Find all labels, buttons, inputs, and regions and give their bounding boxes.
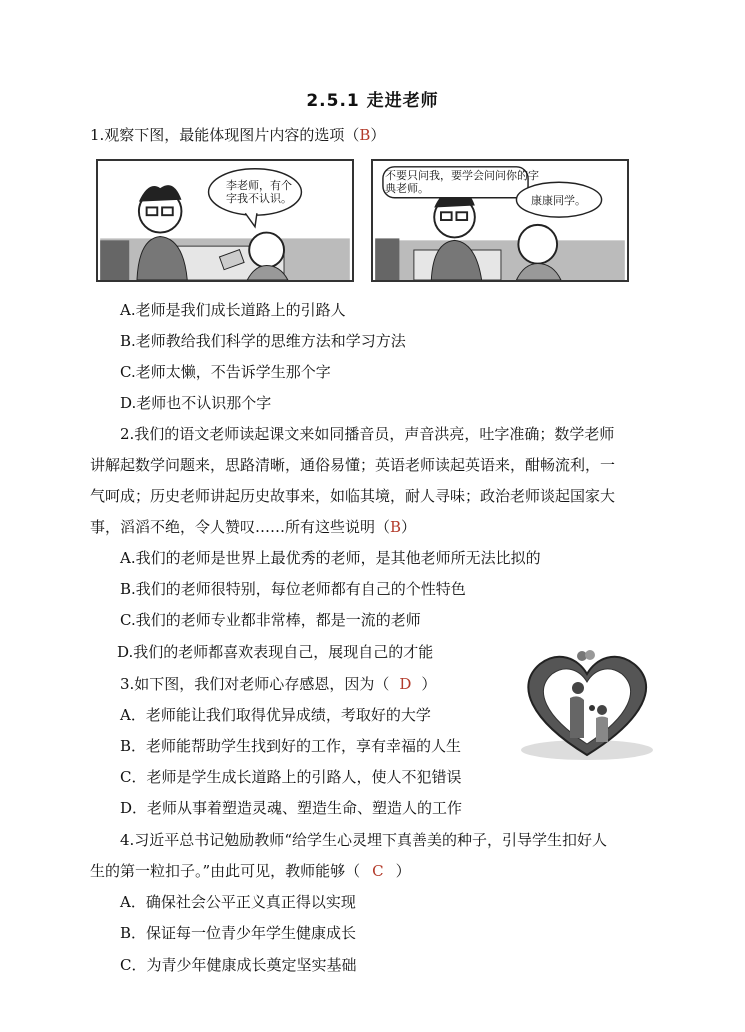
q1-option-c: C.老师太懒，不告诉学生那个字 bbox=[120, 363, 331, 381]
q4-line-2: 生的第一粒扣子。”由此可见，教师能够（ C ） bbox=[90, 862, 411, 880]
q2-option-b: B.我们的老师很特别，每位老师都有自己的个性特色 bbox=[120, 580, 466, 598]
q3-answer: D bbox=[399, 675, 412, 693]
q3-option-c: C．老师是学生成长道路上的引路人，使人不犯错误 bbox=[120, 768, 462, 786]
comic-right-bubble-name: 康康同学。 bbox=[531, 194, 586, 207]
q1-option-d: D.老师也不认识那个字 bbox=[120, 394, 272, 412]
q4-option-b: B．保证每一位青少年学生健康成长 bbox=[120, 924, 357, 942]
q1-option-a: A.老师是我们成长道路上的引路人 bbox=[120, 301, 346, 319]
q4-option-c: C．为青少年健康成长奠定坚实基础 bbox=[120, 956, 357, 974]
q3-option-b: B．老师能帮助学生找到好的工作，享有幸福的人生 bbox=[120, 737, 462, 755]
q1-stem: 1.观察下图，最能体现图片内容的选项（B） bbox=[90, 126, 386, 144]
page-title: 2.5.1 走进老师 bbox=[306, 91, 439, 111]
teacher-student-comic-left bbox=[98, 161, 352, 280]
q1-answer: B bbox=[359, 126, 371, 144]
q3-stem: 3.如下图，我们对老师心存感恩，因为（ D ） bbox=[120, 675, 437, 693]
q2-option-a: A.我们的老师是世界上最优秀的老师，是其他老师所无法比拟的 bbox=[120, 549, 541, 567]
heart-teacher-student-illustration bbox=[520, 650, 655, 760]
q2-option-d: D.我们的老师都喜欢表现自己，展现自己的才能 bbox=[117, 643, 434, 661]
q2-line-4: 事，滔滔不绝，令人赞叹……所有这些说明（B） bbox=[90, 518, 417, 536]
comic-panel-left bbox=[96, 159, 354, 282]
q2-line-2: 讲解起数学问题来，思路清晰，通俗易懂；英语老师读起英语来，酣畅流利，一 bbox=[90, 456, 616, 474]
q2-line-1: 2.我们的语文老师读起课文来如同播音员，声音洪亮，吐字准确；数学老师 bbox=[120, 425, 615, 443]
q2-option-c: C.我们的老师专业都非常棒，都是一流的老师 bbox=[120, 611, 421, 629]
q1-option-b: B.老师教给我们科学的思维方法和学习方法 bbox=[120, 332, 406, 350]
comic-right-bubble: 不要只问我，要学会问问你的字 典老师。 bbox=[385, 169, 539, 195]
q3-option-d: D．老师从事着塑造灵魂、塑造生命、塑造人的工作 bbox=[120, 799, 463, 817]
q2-line-3: 气呵成；历史老师讲起历史故事来，如临其境，耐人寻味；政治老师谈起国家大 bbox=[90, 487, 616, 505]
q4-answer: C bbox=[372, 862, 384, 880]
comic-panel-right bbox=[371, 159, 629, 282]
comic-left-bubble: 李老师，有个 字我不认识。 bbox=[226, 179, 292, 205]
q4-option-a: A．确保社会公平正义真正得以实现 bbox=[120, 893, 356, 911]
q4-line-1: 4.习近平总书记勉励教师“给学生心灵埋下真善美的种子，引导学生扣好人 bbox=[120, 831, 607, 849]
q3-option-a: A．老师能让我们取得优异成绩，考取好的大学 bbox=[120, 706, 431, 724]
q2-answer: B bbox=[390, 518, 402, 536]
